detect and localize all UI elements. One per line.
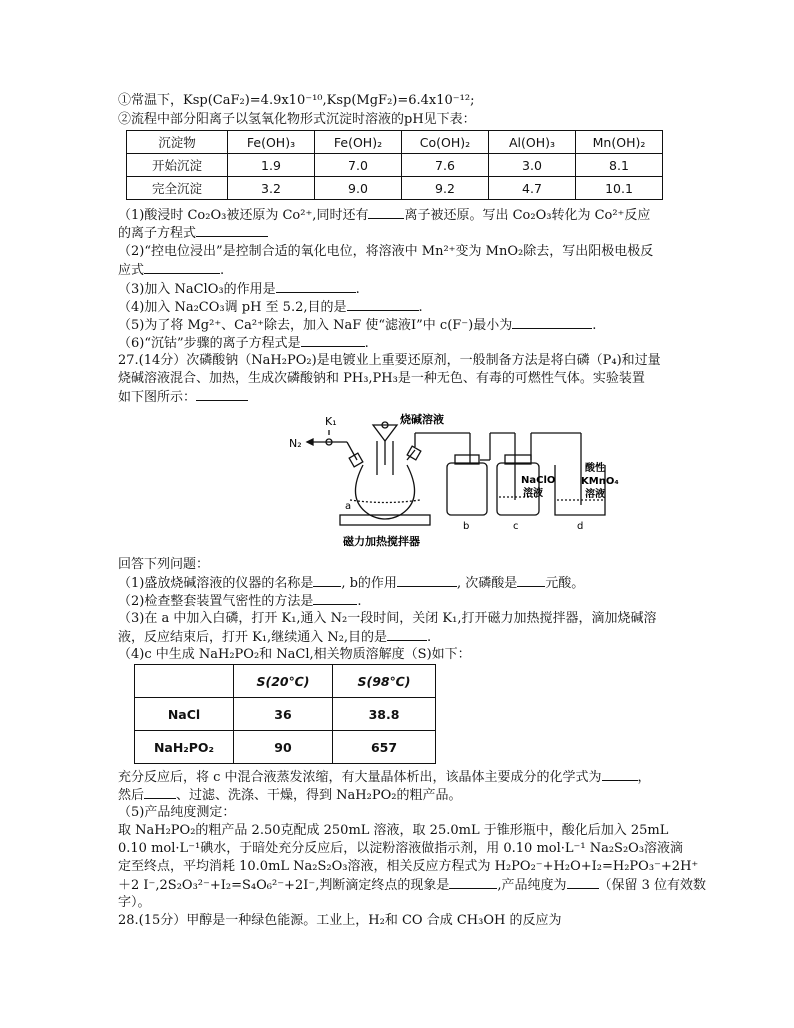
question-text: b的作用 <box>349 576 397 591</box>
table-row <box>135 698 436 731</box>
answer-blank[interactable] <box>301 334 365 347</box>
answer-5-e: 字）。 <box>118 895 151 910</box>
table-cell: S(20℃) <box>234 665 333 698</box>
answer-1: （1)盛放烧碱溶液的仪器的名称是 , b的作用 , 次磷酸是 元酸。 <box>118 576 585 591</box>
question-text: （2)检查整套装置气密性的方法是 <box>118 594 314 609</box>
question-text: （1)盛放烧碱溶液的仪器的名称是 <box>118 576 314 591</box>
table-cell: Mn(OH)₂ <box>576 131 663 154</box>
answer-blank[interactable] <box>387 628 427 641</box>
answer-blank[interactable] <box>313 574 341 587</box>
label-k1: K₁ <box>325 415 337 428</box>
question-3: （3)加入 NaClO₃的作用是 . <box>118 282 360 297</box>
question-text: 、过滤、洗涤、干燥，得到 NaH₂PO₂的粗产品。 <box>176 788 462 803</box>
table-cell: Al(OH)₃ <box>489 131 576 154</box>
label-stirrer: 磁力加热搅拌器 <box>343 535 420 548</box>
table-cell: 3.0 <box>489 154 576 177</box>
table-cell: S(98℃) <box>333 665 436 698</box>
precipitation-ph-table <box>126 130 663 200</box>
question-text: 充分反应后，将 c 中混合液蒸发浓缩，有大量晶体析出，该晶体主要成分的化学式为 <box>118 770 602 785</box>
note-ph-table-intro: ②流程中部分阳离子以氢氧化物形式沉淀时溶液的pH见下表： <box>118 112 476 127</box>
table-cell <box>135 665 234 698</box>
answer-blank[interactable] <box>276 280 356 293</box>
label-kmno4-solution: 溶液 <box>585 489 605 500</box>
table-cell: 完全沉淀 <box>127 177 228 200</box>
question-4: （4)加入 Na₂CO₃调 pH 至 5.2,目的是 . <box>118 300 423 315</box>
label-d: d <box>577 521 584 532</box>
table-cell: 开始沉淀 <box>127 154 228 177</box>
table-cell: 36 <box>234 698 333 731</box>
note-ksp: ①常温下，Ksp(CaF₂)=4.9x10⁻¹⁰,Ksp(MgF₂)=6.4x10⁻¹²; <box>118 93 475 108</box>
table-cell: 90 <box>234 731 333 764</box>
label-kmno4: KMnO₄ <box>581 476 619 487</box>
answer-blank[interactable] <box>512 316 592 329</box>
answer-5-c: 定至终点，平均消耗 10.0mL Na₂S₂O₃溶液，相关反应方程式为 H₂PO₂⁻+H₂O+I₂=H₂PO₃⁻+2H⁺ <box>118 859 699 874</box>
table-cell: 3.2 <box>228 177 315 200</box>
answer-blank[interactable] <box>347 298 419 311</box>
label-naoh: 烧碱溶液 <box>400 413 444 426</box>
question-text: 如下图所示： <box>118 390 197 405</box>
question-text: （保留 3 位有效数 <box>598 878 707 893</box>
table-cell: 657 <box>333 731 436 764</box>
problem-27-line2: 烧碱溶液混合、加热，生成次磷酸钠和 PH₃,PH₃是一种无色、有毒的可燃性气体。实验装置 <box>118 371 645 386</box>
table-header-row <box>135 665 436 698</box>
answer-blank[interactable] <box>397 574 457 587</box>
table-cell: 10.1 <box>576 177 663 200</box>
question-5: （5)为了将 Mg²⁺、Ca²⁺除去，加入 NaF 使“滤液Ⅰ”中 c(F⁻)最小为 . <box>118 318 597 333</box>
answer-4: （4)c 中生成 NaH₂PO₂和 NaCl,相关物质溶解度（S)如下： <box>118 647 471 662</box>
answer-blank[interactable] <box>144 261 220 274</box>
table-cell: 1.9 <box>228 154 315 177</box>
table-cell: 4.7 <box>489 177 576 200</box>
table-cell: Co(OH)₂ <box>402 131 489 154</box>
answer-5-a: 取 NaH₂PO₂的粗产品 2.50克配成 250mL 溶液，取 25.0mL 于锥形瓶中，酸化后加入 25mL <box>118 823 669 838</box>
answer-4-b: 充分反应后，将 c 中混合液蒸发浓缩，有大量晶体析出，该晶体主要成分的化学式为 ， <box>118 770 651 785</box>
problem-27-line3 <box>118 388 248 406</box>
question-1-cont <box>118 224 268 242</box>
answer-blank[interactable] <box>196 224 268 237</box>
answer-blank[interactable] <box>449 876 497 889</box>
table-cell: 7.0 <box>315 154 402 177</box>
table-cell: 沉淀物 <box>127 131 228 154</box>
answer-4-c <box>118 786 461 804</box>
question-text: （5)为了将 Mg²⁺、Ca²⁺除去，加入 NaF 使“滤液Ⅰ”中 c(F⁻)最小为 <box>118 318 513 333</box>
answer-2: （2)检查整套装置气密性的方法是 . <box>118 594 362 609</box>
label-n2: N₂ <box>289 437 302 450</box>
question-text: （4)加入 Na₂CO₃调 pH 至 5.2,目的是 <box>118 300 347 315</box>
question-text: （6)“沉钴”步骤的离子方程式是 <box>118 336 301 351</box>
answer-blank[interactable] <box>567 876 599 889</box>
question-text: 应式 <box>118 263 145 278</box>
question-text: 然后 <box>118 788 145 803</box>
question-text: 元酸。 <box>545 576 585 591</box>
question-text: 产品纯度为 <box>501 878 567 893</box>
question-text: 液，反应结束后，打开 K₁,继续通入 N₂,目的是 <box>118 630 388 645</box>
table-cell: 8.1 <box>576 154 663 177</box>
table-cell: 7.6 <box>402 154 489 177</box>
question-text: ＋2 I⁻,2S₂O₃²⁻+I₂=S₄O₆²⁻+2I⁻,判断滴定终点的现象是 <box>118 878 450 893</box>
question-text: 离子被还原。写出 Co₂O₃转化为 Co²⁺反应 <box>404 208 651 223</box>
table-cell: Fe(OH)₂ <box>315 131 402 154</box>
answer-3: （3)在 a 中加入白磷，打开 K₁,通入 N₂一段时间，关闭 K₁,打开磁力加热搅拌器，滴加烧碱溶 <box>118 611 657 626</box>
label-acidic: 酸性 <box>585 463 605 474</box>
answer-blank[interactable] <box>196 388 248 401</box>
label-b: b <box>463 521 470 532</box>
problem-27-line1: 27.(14分）次磷酸钠（NaH₂PO₂)是电镀业上重要还原剂，一般制备方法是将白磷（P₄)和过量 <box>118 353 661 368</box>
label-a: a <box>345 501 352 512</box>
answer-intro: 回答下列问题： <box>118 557 210 572</box>
table-cell: NaH₂PO₂ <box>135 731 234 764</box>
answer-5-d: ＋2 I⁻,2S₂O₃²⁻+I₂=S₄O₆²⁻+2I⁻,判断滴定终点的现象是 ,产品纯度为 （保留 3 位有效数 <box>118 878 707 893</box>
table-row <box>127 177 663 200</box>
answer-5-b: 0.10 mol·L⁻¹碘水，于暗处充分反应后，以淀粉溶液做指示剂，用 0.10 mol·L⁻¹ Na₂S₂O₃溶液滴 <box>118 841 684 856</box>
label-naclo-solution: 溶液 <box>523 488 543 499</box>
question-2: （2)“控电位浸出”是控制合适的氧化电位，将溶液中 Mn²⁺变为 MnO₂除去，写出阳极电极反 <box>118 244 654 259</box>
answer-blank[interactable] <box>144 786 176 799</box>
answer-blank[interactable] <box>368 206 404 219</box>
question-6: （6)“沉钴”步骤的离子方程式是 . <box>118 336 369 351</box>
answer-blank[interactable] <box>517 574 545 587</box>
answer-blank[interactable] <box>602 768 638 781</box>
label-c: c <box>513 521 519 532</box>
answer-3-cont: 液，反应结束后，打开 K₁,继续通入 N₂,目的是 . <box>118 630 432 645</box>
label-naclo: NaClO <box>521 475 556 486</box>
table-cell: NaCl <box>135 698 234 731</box>
answer-blank[interactable] <box>313 592 357 605</box>
table-cell: 9.2 <box>402 177 489 200</box>
table-cell: 9.0 <box>315 177 402 200</box>
problem-28: 28.(15分）甲醇是一种绿色能源。工业上，H₂和 CO 合成 CH₃OH 的反应为 <box>118 913 562 928</box>
question-text: 次磷酸是 <box>465 576 518 591</box>
question-1 <box>118 206 650 224</box>
table-cell: 38.8 <box>333 698 436 731</box>
answer-5: （5)产品纯度测定： <box>118 805 236 820</box>
table-row <box>127 154 663 177</box>
question-2-cont: 应式 . <box>118 263 225 278</box>
table-header-row <box>127 131 663 154</box>
question-text: （3)加入 NaClO₃的作用是 <box>118 282 276 297</box>
solubility-table <box>134 664 436 764</box>
question-text: 的离子方程式 <box>118 226 197 241</box>
question-text: （1)酸浸时 Co₂O₃被还原为 Co²⁺,同时还有 <box>118 208 369 223</box>
table-cell: Fe(OH)₃ <box>228 131 315 154</box>
table-row <box>135 731 436 764</box>
experiment-apparatus-diagram <box>285 405 625 555</box>
